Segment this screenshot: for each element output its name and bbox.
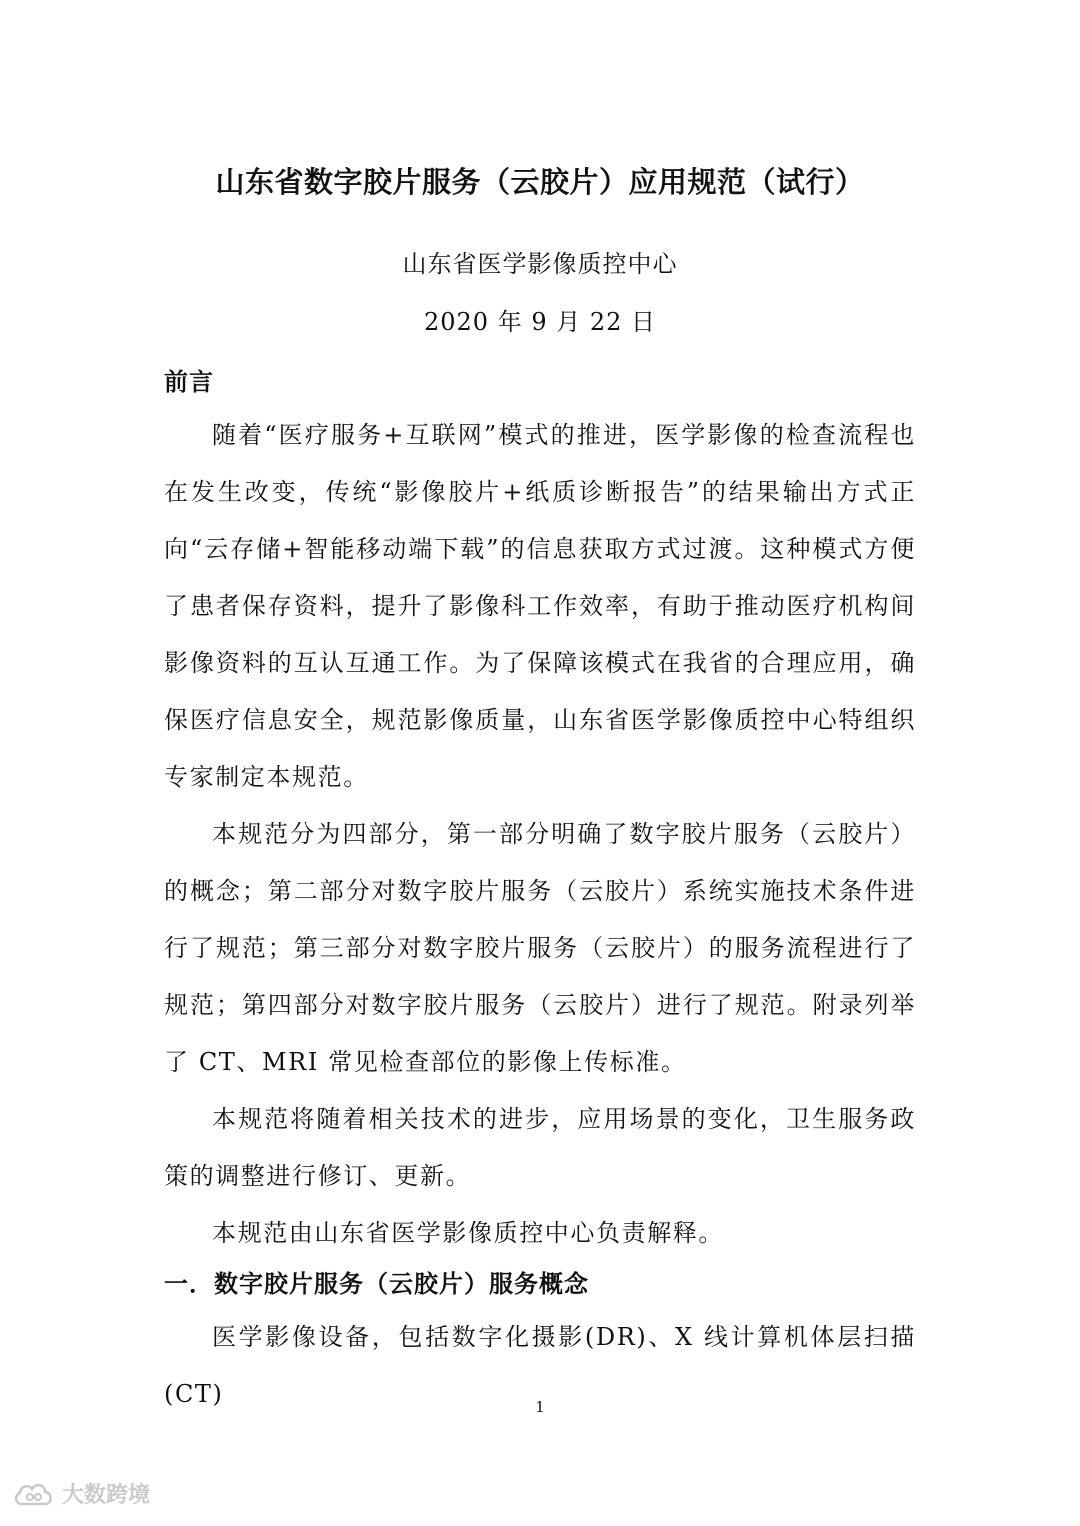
preface-body bbox=[164, 407, 916, 1262]
section-1-heading: 一．数字胶片服务（云胶片）服务概念 bbox=[164, 1270, 589, 1298]
preface-paragraph: 本规范将随着相关技术的进步，应用场景的变化，卫生服务政策的调整进行修订、更新。 bbox=[164, 1105, 916, 1190]
page-number: 1 bbox=[535, 1398, 545, 1416]
preface-paragraph: 本规范分为四部分，第一部分明确了数字胶片服务（云胶片）的概念；第二部分对数字胶片服务（云胶片）系统实施技术条件进行了规范；第三部分对数字胶片服务（云胶片）的服务流程进行了规范；第四部分对数字胶片服务（云胶片）进行了规范。附录列举了 CT、MRI 常见检查部位的影像上传标准。 bbox=[164, 820, 916, 1076]
cloud-logo-icon bbox=[12, 1480, 56, 1508]
preface-paragraph: 本规范由山东省医学影像质控中心负责解释。 bbox=[212, 1219, 724, 1247]
document-title: 山东省数字胶片服务（云胶片）应用规范（试行） bbox=[215, 165, 865, 199]
preface-heading: 前言 bbox=[164, 368, 214, 396]
issue-date: 2020 年 9 月 22 日 bbox=[423, 308, 657, 336]
watermark bbox=[12, 1478, 150, 1509]
preface-paragraph: 随着“医疗服务+互联网”模式的推进，医学影像的检查流程也在发生改变，传统“影像胶片+纸质诊断报告”的结果输出方式正向“云存储+智能移动端下载”的信息获取方式过渡。这种模式方便了患者保存资料，提升了影像科工作效率，有助于推动医疗机构间影像资料的互认互通工作。为了保障该模式在我省的合理应用，确保医疗信息安全，规范影像质量，山东省医学影像质控中心特组织专家制定本规范。 bbox=[164, 421, 916, 791]
issuing-organization: 山东省医学影像质控中心 bbox=[402, 250, 678, 278]
section-1-paragraph: 医学影像设备，包括数字化摄影(DR)、X 线计算机体层扫描(CT) bbox=[164, 1323, 916, 1408]
watermark-text: 大数跨境 bbox=[62, 1483, 151, 1508]
